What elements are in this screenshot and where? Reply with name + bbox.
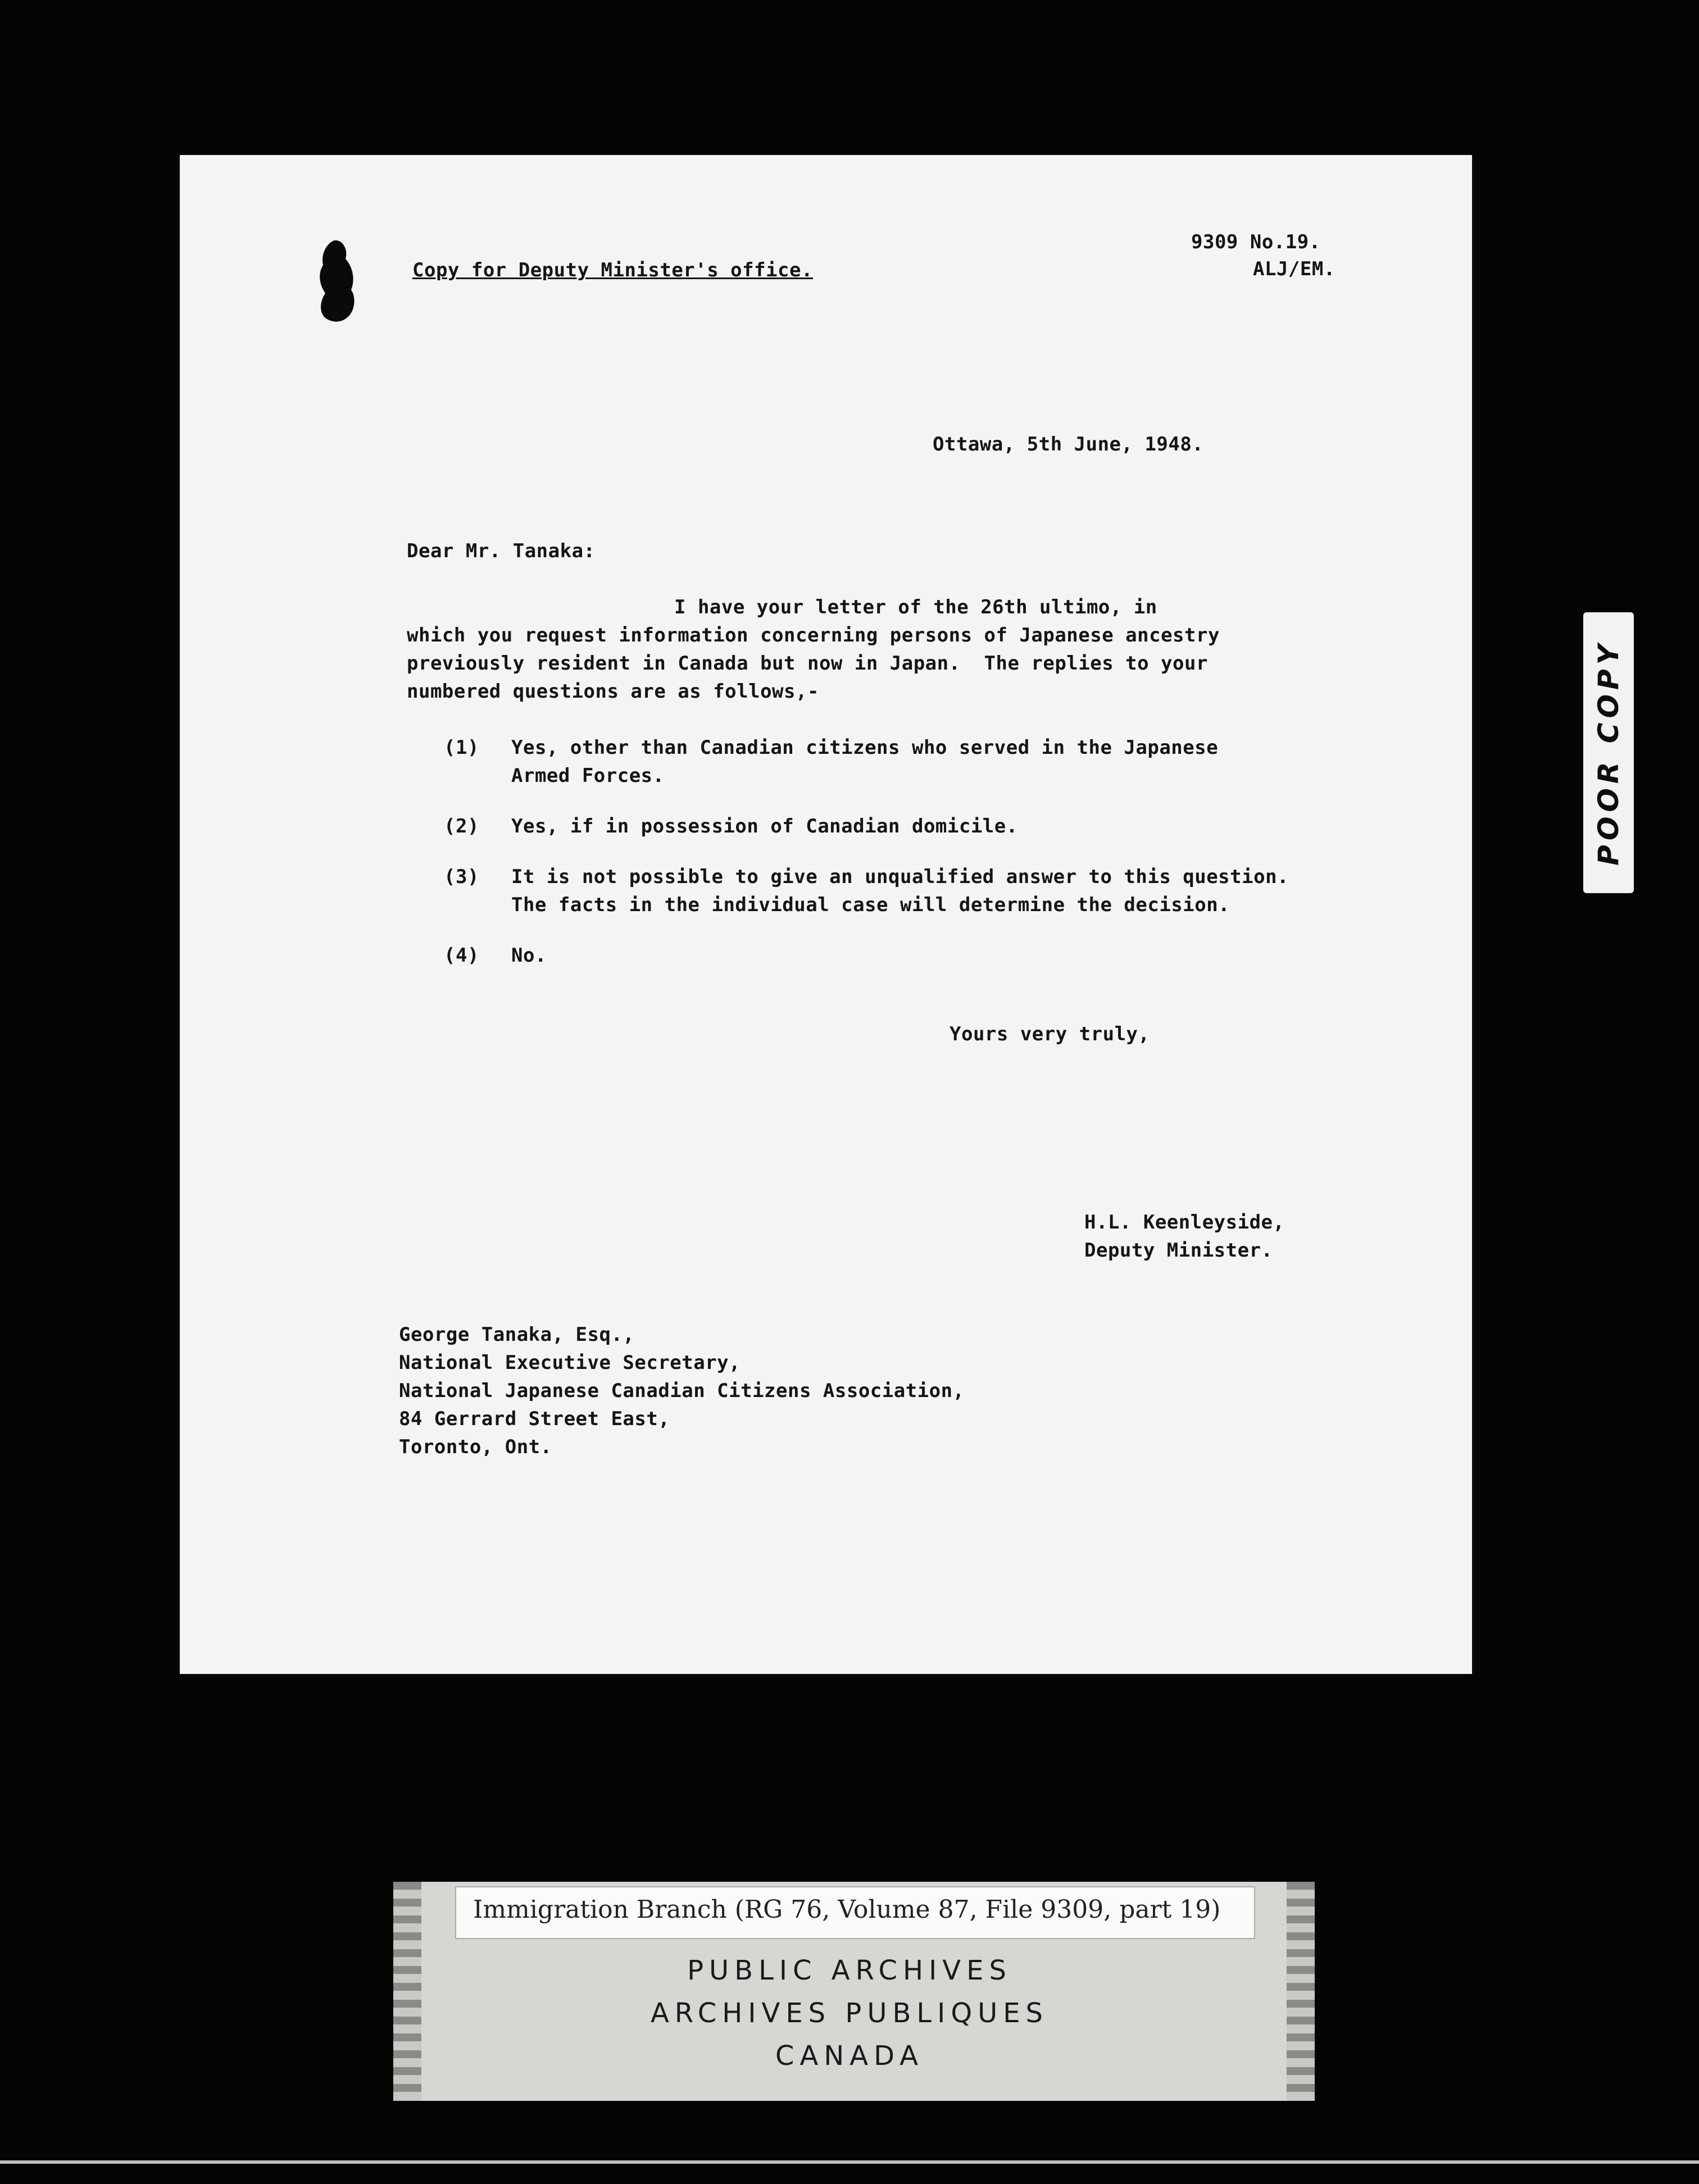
answer-line: Armed Forces. [511, 765, 665, 787]
file-reference: 9309 No.19. [1191, 231, 1321, 253]
answer-number: (3) [444, 866, 479, 888]
answer-line: Yes, other than Canadian citizens who served in the Japanese [511, 736, 1219, 759]
answer-number: (1) [444, 736, 479, 759]
answer-line: No. [511, 944, 547, 967]
archive-line-1: PUBLIC ARCHIVES [687, 1955, 1012, 1986]
poor-copy-stamp [1583, 612, 1634, 893]
archive-reference-text: Immigration Branch (RG 76, Volume 87, File 9309, part 19) [473, 1895, 1221, 1924]
answer-line: Yes, if in possession of Canadian domicile. [511, 815, 1018, 838]
signer-title: Deputy Minister. [1084, 1239, 1273, 1262]
address-line: 84 Gerrard Street East, [399, 1408, 670, 1430]
archive-stamp-text [0, 1949, 1699, 2077]
signer-name: H.L. Keenleyside, [1084, 1211, 1285, 1234]
place-date: Ottawa, 5th June, 1948. [933, 433, 1204, 456]
archive-line-3: CANADA [775, 2040, 924, 2072]
body-line: which you request information concerning persons of Japanese ancestry [407, 624, 1220, 647]
answer-number: (2) [444, 815, 479, 838]
answer-line: It is not possible to give an unqualified answer to this question. [511, 866, 1289, 888]
body-line: I have your letter of the 26th ultimo, in [674, 596, 1157, 618]
archive-reference-label [455, 1886, 1255, 1939]
poor-copy-text: POOR COPY [1592, 640, 1625, 866]
typist-initials: ALJ/EM. [1253, 258, 1335, 280]
answer-line: The facts in the individual case will determine the decision. [511, 894, 1230, 916]
address-line: Toronto, Ont. [399, 1436, 552, 1458]
copy-note: Copy for Deputy Minister's office. [412, 259, 813, 281]
letter-page [180, 155, 1472, 1674]
archive-line-2: ARCHIVES PUBLIQUES [650, 1998, 1049, 2029]
salutation: Dear Mr. Tanaka: [407, 540, 596, 562]
closing: Yours very truly, [950, 1023, 1150, 1045]
answer-item-4 [444, 941, 547, 1054]
address-line: National Executive Secretary, [399, 1352, 741, 1374]
answer-number: (4) [444, 944, 479, 967]
address-line: National Japanese Canadian Citizens Association, [399, 1380, 965, 1402]
body-line: previously resident in Canada but now in Japan. The replies to your [407, 652, 1208, 675]
address-line: George Tanaka, Esq., [399, 1323, 635, 1346]
ink-blot-mark [317, 239, 357, 324]
film-edge-strip [0, 2160, 1699, 2164]
body-line: numbered questions are as follows,- [407, 680, 819, 703]
